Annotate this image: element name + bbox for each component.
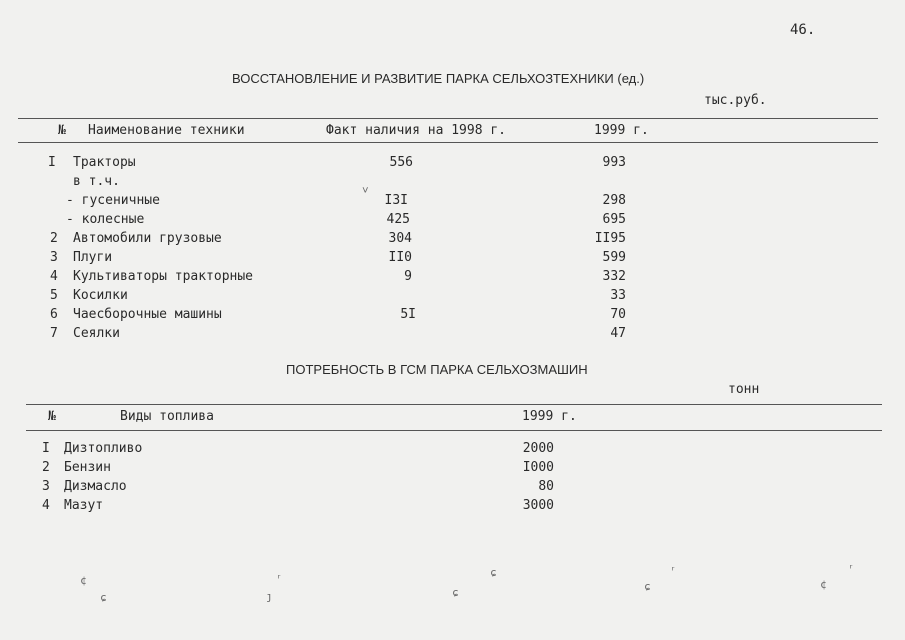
- row-name: Косилки: [73, 288, 128, 303]
- section2-title: ПОТРЕБНОСТЬ В ГСМ ПАРКА СЕЛЬХОЗМАШИН: [286, 362, 588, 377]
- row-number: I: [42, 441, 50, 456]
- row-number: 3: [50, 250, 58, 265]
- section1-header-name: Наименование техники: [88, 123, 245, 138]
- row-name: Культиваторы тракторные: [73, 269, 254, 284]
- speck-mark: ɕ: [490, 566, 497, 579]
- speck-mark: ʳ: [670, 564, 677, 577]
- row-1999: 599: [602, 250, 626, 265]
- row-name: Дизтопливо: [64, 441, 143, 456]
- row-fact: II0: [388, 250, 412, 265]
- section2-top-rule: [26, 404, 882, 405]
- row-name: Бензин: [64, 460, 111, 475]
- row-fact: 5I: [400, 307, 416, 322]
- section2-header-name: Виды топлива: [120, 409, 214, 424]
- row-name: Дизмасло: [64, 479, 127, 494]
- row-1999: 33: [610, 288, 626, 303]
- row-1999: I000: [522, 460, 554, 475]
- row-1999: 695: [602, 212, 626, 227]
- row-number: 6: [50, 307, 58, 322]
- section2-header-1999: 1999 г.: [522, 409, 577, 424]
- row-1999: 332: [602, 269, 626, 284]
- row-number: 3: [42, 479, 50, 494]
- speck-mark: ɕ: [644, 580, 651, 593]
- row-1999: 80: [538, 479, 554, 494]
- speck-mark: ɕ: [100, 591, 107, 604]
- section2-header-no: №: [48, 409, 56, 424]
- row-fact: 304: [388, 231, 412, 246]
- row-number: 4: [42, 498, 50, 513]
- section1-header-rule: [18, 142, 878, 143]
- row-fact: 9: [404, 269, 412, 284]
- row-1999: II95: [594, 231, 626, 246]
- section1-header-no: №: [58, 123, 66, 138]
- row-name: Плуги: [73, 250, 113, 265]
- section1-top-rule: [18, 118, 878, 119]
- section2-unit: тонн: [728, 382, 760, 397]
- speck-mark: ȷ: [266, 590, 273, 603]
- row-number: 2: [50, 231, 58, 246]
- row-1999: 70: [610, 307, 626, 322]
- row-1999: 47: [610, 326, 626, 341]
- row-name: - гусеничные: [66, 193, 160, 208]
- section1-unit: тыс.руб.: [704, 93, 767, 108]
- row-fact: 556: [389, 155, 413, 170]
- speck-mark: ˅: [362, 184, 369, 197]
- row-1999: 2000: [522, 441, 554, 456]
- row-number: 2: [42, 460, 50, 475]
- row-1999: 298: [602, 193, 626, 208]
- row-fact: I3I: [384, 193, 408, 208]
- row-name: - колесные: [66, 212, 145, 227]
- speck-mark: ʳ: [276, 572, 283, 585]
- speck-mark: ¢: [820, 578, 827, 591]
- section1-header-1999: 1999 г.: [594, 123, 649, 138]
- row-name: Сеялки: [73, 326, 120, 341]
- section2-header-rule: [26, 430, 882, 431]
- section1-header-fact: Факт наличия на 1998 г.: [326, 123, 507, 138]
- row-number: 5: [50, 288, 58, 303]
- page-number: 46.: [790, 22, 816, 38]
- row-name: Тракторы: [73, 155, 136, 170]
- row-number: I: [48, 155, 56, 170]
- row-number: 4: [50, 269, 58, 284]
- row-name: Чаесборочные машины: [73, 307, 222, 322]
- speck-mark: ʳ: [848, 562, 855, 575]
- row-name: в т.ч.: [73, 174, 120, 189]
- speck-mark: ɕ: [452, 586, 459, 599]
- row-fact: 425: [386, 212, 410, 227]
- row-name: Мазут: [64, 498, 104, 513]
- row-1999: 3000: [522, 498, 554, 513]
- section1-title: ВОССТАНОВЛЕНИЕ И РАЗВИТИЕ ПАРКА СЕЛЬХОЗТЕХНИКИ (ед.): [232, 71, 645, 86]
- row-1999: 993: [602, 155, 626, 170]
- speck-mark: ¢: [80, 574, 87, 587]
- row-name: Автомобили грузовые: [73, 231, 222, 246]
- row-number: 7: [50, 326, 58, 341]
